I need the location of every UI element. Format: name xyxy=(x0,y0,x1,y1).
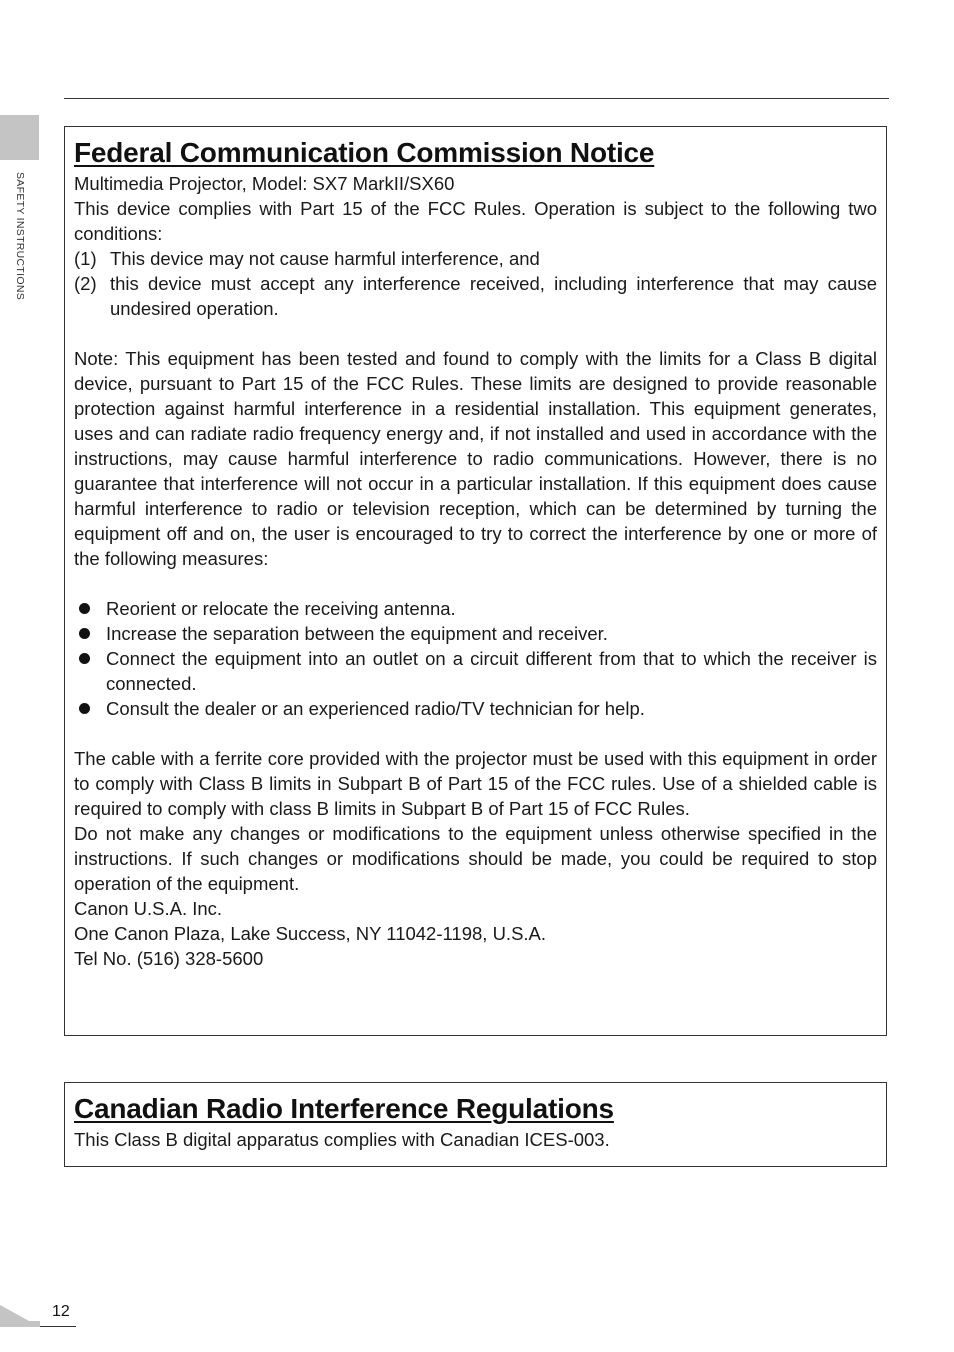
bullet-icon xyxy=(74,696,106,721)
measure-item xyxy=(74,621,877,646)
top-rule xyxy=(64,98,889,99)
canadian-regulations-box xyxy=(64,1082,887,1167)
condition-text: this device must accept any interference received, including interference that may cause undesired operation. xyxy=(110,273,877,319)
condition-number: (1) xyxy=(74,248,97,269)
measure-text: Connect the equipment into an outlet on a circuit different from that to which the receiver is connected. xyxy=(106,648,877,694)
condition-text: This device may not cause harmful interference, and xyxy=(110,248,540,269)
canadian-text: This Class B digital apparatus complies with Canadian ICES-003. xyxy=(74,1129,610,1150)
section-tab xyxy=(0,115,39,160)
measure-text: Increase the separation between the equipment and receiver. xyxy=(106,623,608,644)
canadian-title: Canadian Radio Interference Regulations xyxy=(74,1093,614,1124)
page-tab-fill xyxy=(0,1321,40,1327)
fcc-address: One Canon Plaza, Lake Success, NY 11042-1198, U.S.A. xyxy=(74,923,547,944)
fcc-tel: Tel No. (516) 328-5600 xyxy=(74,948,264,969)
condition-number: (2) xyxy=(74,273,97,294)
page-number: 12 xyxy=(52,1303,70,1320)
fcc-model: Multimedia Projector, Model: SX7 MarkII/SX60 xyxy=(74,173,455,194)
bullet-icon xyxy=(74,621,106,646)
fcc-intro: This device complies with Part 15 of the FCC Rules. Operation is subject to the following two conditions: xyxy=(74,198,877,244)
condition-item xyxy=(74,246,877,271)
fcc-note: Note: This equipment has been tested and found to comply with the limits for a Class B digital device, pursuant to Part 15 of the FCC Rules. These limits are designed to provide reasonable protection against harmful interference in a residential installation. This equipment generates, uses and can radiate radio frequency energy and, if not installed and used in accordance with the instructions, may cause harmful interference to radio communications. However, there is no guarantee that interference will not occur in a particular installation. If this equipment does cause harmful interference to radio or television reception, which can be determined by turning the equipment off and on, the user is encouraged to try to correct the interference by one or more of the following measures: xyxy=(74,348,877,569)
measure-text: Consult the dealer or an experienced radio/TV technician for help. xyxy=(106,698,645,719)
measure-text: Reorient or relocate the receiving antenna. xyxy=(106,598,456,619)
bullet-icon xyxy=(74,596,106,621)
condition-item xyxy=(74,271,877,321)
section-label: SAFETY INSTRUCTIONS xyxy=(14,172,26,301)
measure-item xyxy=(74,646,877,696)
measure-item xyxy=(74,696,877,721)
fcc-company: Canon U.S.A. Inc. xyxy=(74,898,223,919)
page-number-rule xyxy=(40,1326,76,1327)
fcc-notice-box xyxy=(64,126,887,1036)
measure-item xyxy=(74,596,877,621)
fcc-changes: Do not make any changes or modifications to the equipment unless otherwise specified in the instructions. If such changes or modifications should be made, you could be required to stop operation of the equipment. xyxy=(74,823,877,894)
fcc-cable: The cable with a ferrite core provided with the projector must be used with this equipment in order to comply with Class B limits in Subpart B of Part 15 of the FCC rules. Use of a shielded cable is required to comply with class B limits in Subpart B of Part 15 of FCC Rules. xyxy=(74,748,877,819)
bullet-icon xyxy=(74,646,106,696)
fcc-title: Federal Communication Commission Notice xyxy=(74,137,655,168)
